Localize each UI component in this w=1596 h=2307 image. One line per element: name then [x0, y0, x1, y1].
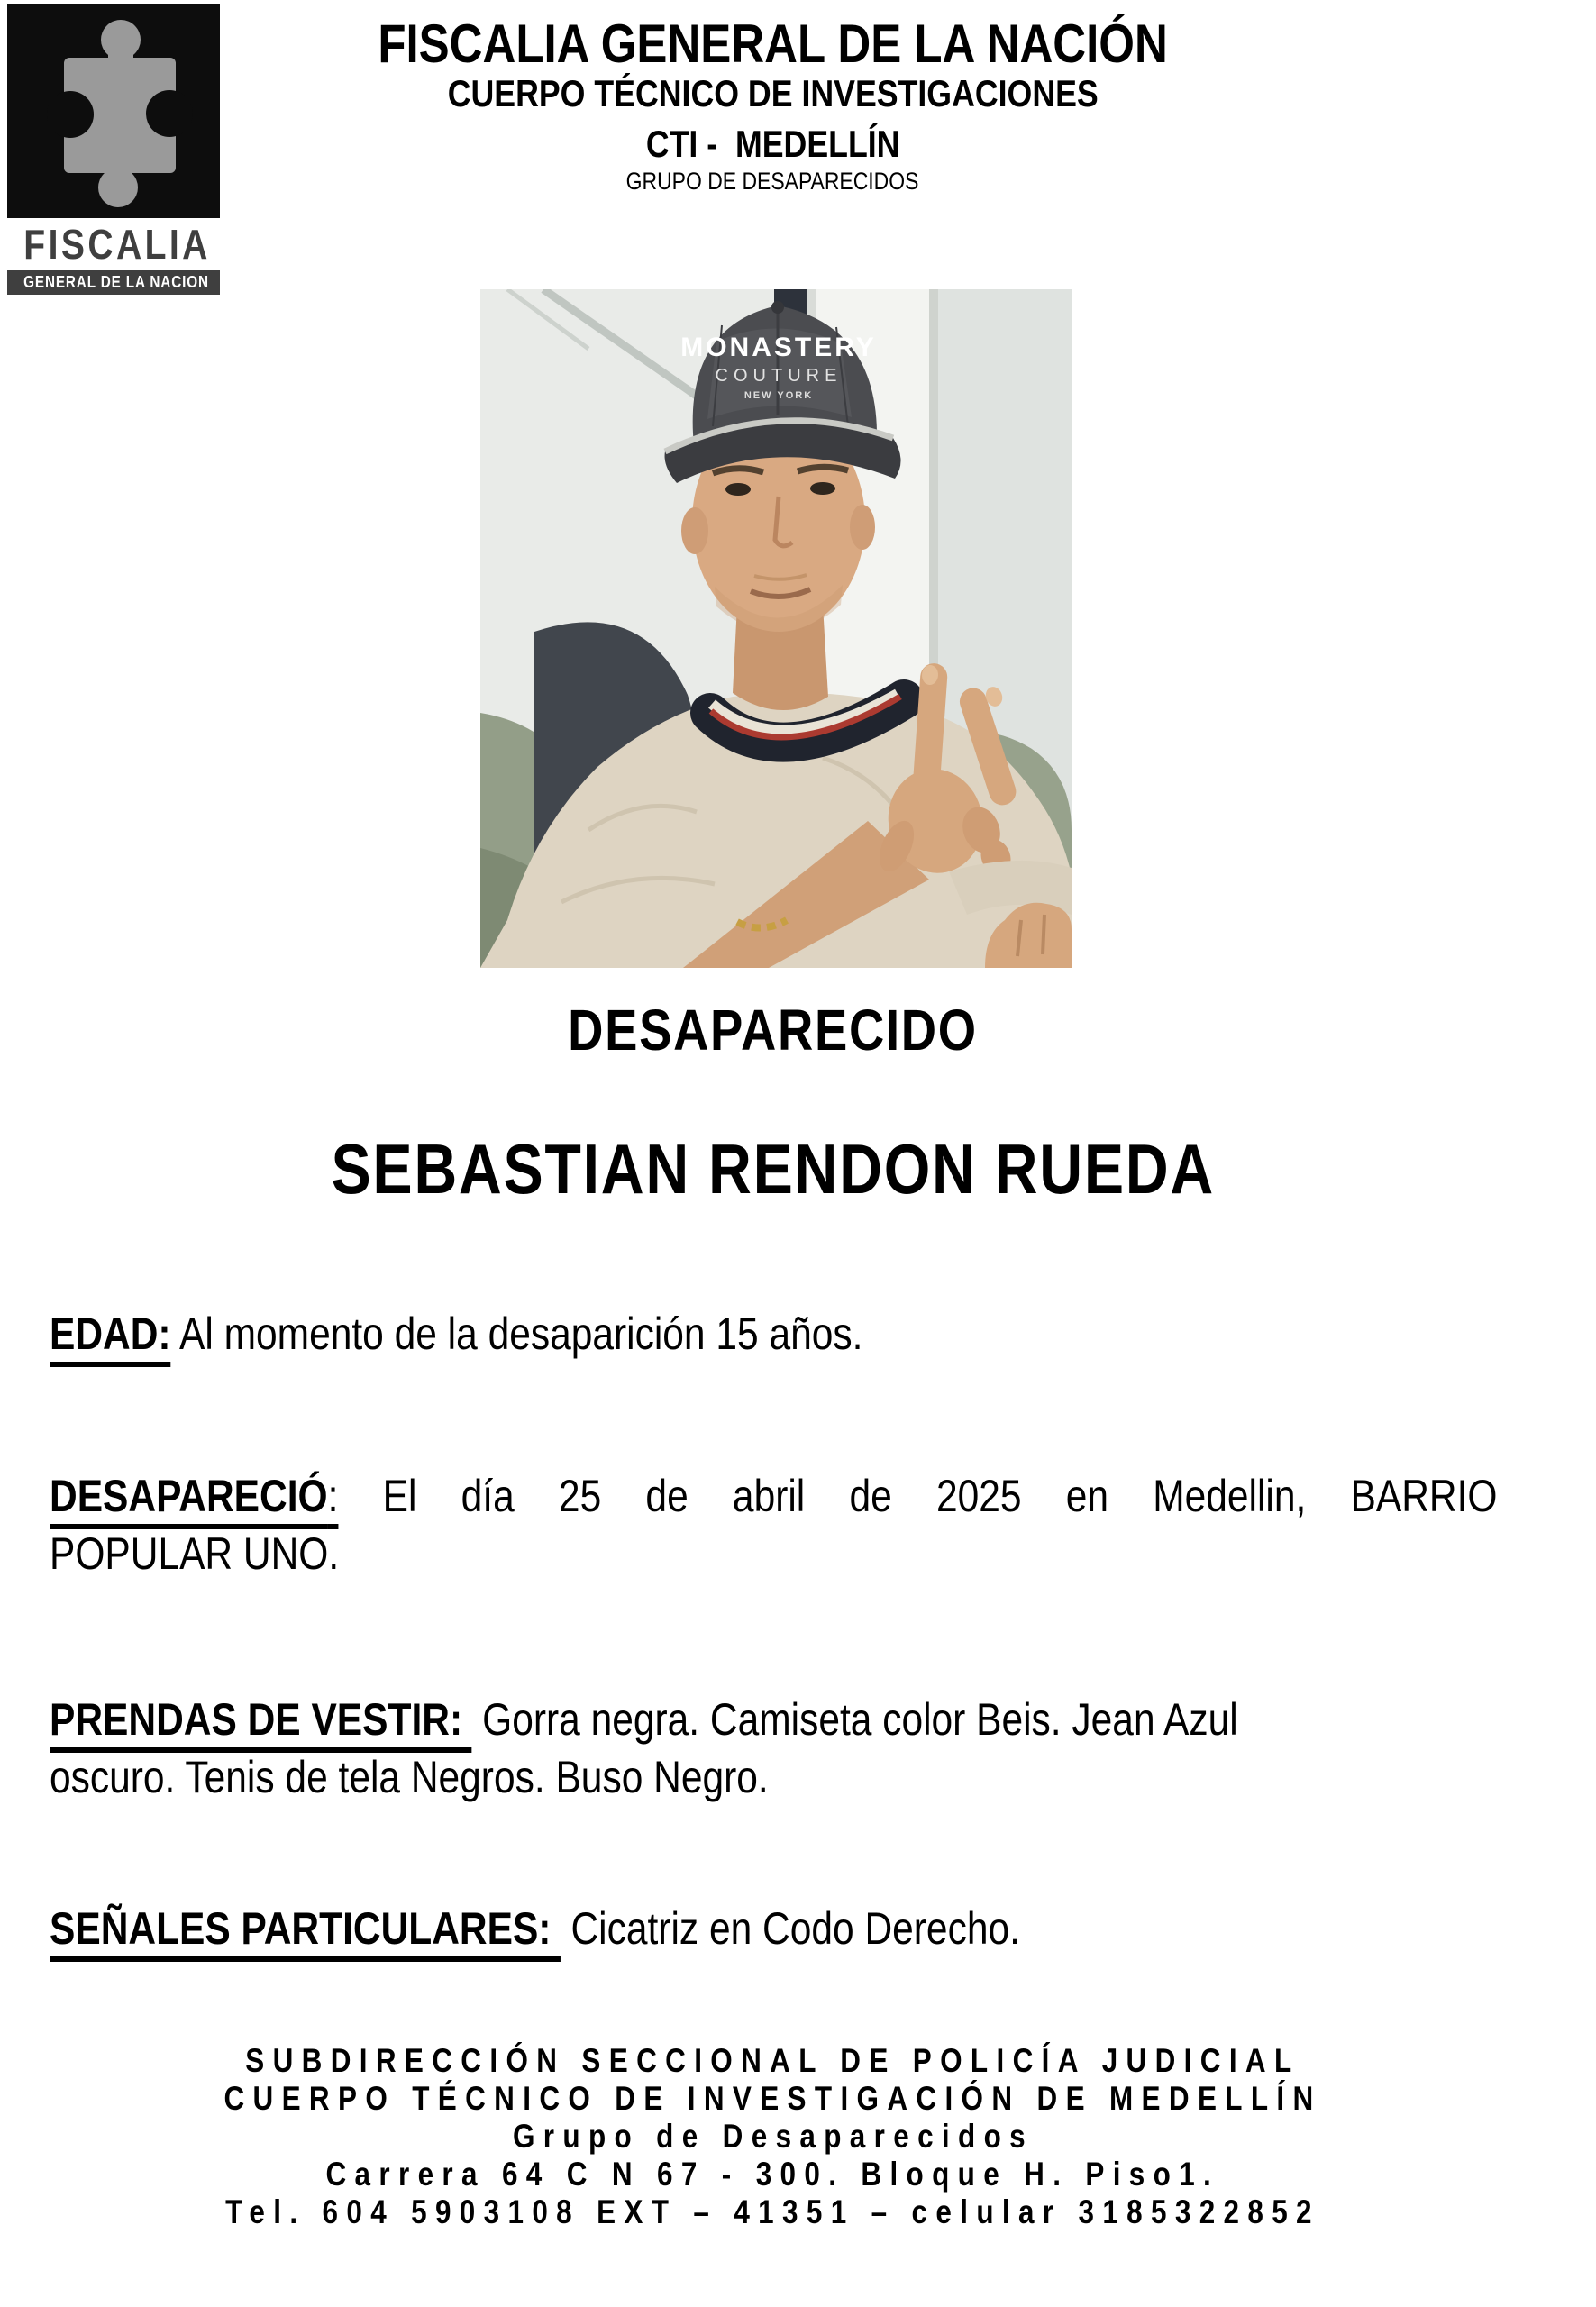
- status-title: [50, 997, 1496, 1063]
- footer: [50, 2042, 1496, 2231]
- footer-line-1-text: SUBDIRECCIÓN SECCIONAL DE POLICÍA JUDICIAL: [245, 2042, 1300, 2079]
- prendas-line-2: oscuro. Tenis de tela Negros. Buso Negro.: [50, 1752, 769, 1802]
- footer-line-4-text: Carrera 64 C N 67 - 300. Bloque H. Piso1.: [325, 2156, 1220, 2193]
- prendas-label: PRENDAS DE VESTIR:: [50, 1694, 471, 1753]
- header-title-text: FISCALIA GENERAL DE LA NACIÓN: [378, 14, 1168, 74]
- section-edad: [50, 1305, 1498, 1363]
- logo-wordmark: [7, 221, 220, 268]
- edad-line: [50, 1305, 1498, 1363]
- header-subtitle-group-text: GRUPO DE DESAPARECIDOS: [626, 168, 919, 195]
- desaparecio-colon: :: [328, 1471, 339, 1529]
- header-subtitle-city-text: CTI - MEDELLÍN: [645, 123, 900, 165]
- section-desaparecio: [50, 1467, 1498, 1582]
- person-name: [50, 1128, 1496, 1210]
- header-subtitle-cti: [50, 72, 1496, 115]
- header-title: [50, 13, 1496, 75]
- logo-subbrand-text: GENERAL DE LA NACION: [23, 273, 209, 291]
- prendas-text-1: Gorra negra. Camiseta color Beis. Jean Azul: [471, 1694, 1238, 1745]
- senales-text: Cicatriz en Codo Derecho.: [560, 1903, 1020, 1954]
- desaparecio-line-2: POPULAR UNO.: [50, 1528, 340, 1579]
- header-subtitle-group: [50, 168, 1496, 196]
- desaparecio-line-1: [50, 1467, 1498, 1525]
- footer-line-2-text: CUERPO TÉCNICO DE INVESTIGACIÓN DE MEDELLÍN: [223, 2080, 1322, 2117]
- edad-label: EDAD:: [50, 1309, 171, 1367]
- photo-illustration: [480, 289, 1072, 968]
- desaparecio-text-1: El día 25 de abril de 2025 en Medellin, BARRIO: [338, 1471, 1498, 1521]
- footer-line-cuerpo: [50, 2080, 1496, 2118]
- footer-line-subdireccion: [50, 2042, 1496, 2080]
- logo-brand-text: FISCALIA: [23, 221, 211, 268]
- footer-line-phone: [50, 2193, 1496, 2231]
- header-subtitle-city: [50, 123, 1496, 166]
- footer-line-5-text: Tel. 604 5903108 EXT – 41351 – celular 3185322852: [225, 2193, 1320, 2230]
- footer-line-3-text: Grupo de Desaparecidos: [512, 2118, 1034, 2155]
- section-prendas: [50, 1691, 1498, 1806]
- section-senales: [50, 1900, 1498, 1957]
- logo-subbrand-bar: [7, 270, 220, 295]
- status-title-text: DESAPARECIDO: [568, 998, 978, 1062]
- edad-text: Al momento de la desaparición 15 años.: [170, 1309, 863, 1359]
- header-subtitle-cti-text: CUERPO TÉCNICO DE INVESTIGACIONES: [447, 72, 1099, 114]
- prendas-line-1: [50, 1691, 1498, 1748]
- cap-brand-text: MONASTERY: [680, 333, 877, 362]
- senales-line: [50, 1900, 1498, 1957]
- desaparecio-label: DESAPARECIÓ: [50, 1471, 328, 1529]
- footer-line-grupo: [50, 2118, 1496, 2156]
- missing-person-photo: [480, 289, 1072, 968]
- cap-city-text: NEW YORK: [743, 390, 814, 401]
- person-name-text: SEBASTIAN RENDON RUEDA: [331, 1129, 1215, 1208]
- cap-couture-text: COUTURE: [715, 366, 843, 386]
- footer-line-address: [50, 2156, 1496, 2193]
- senales-label: SEÑALES PARTICULARES:: [50, 1903, 561, 1962]
